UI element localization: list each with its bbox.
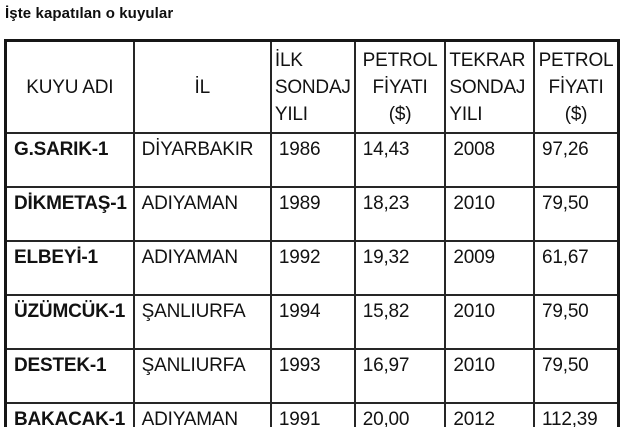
column-header-4: TEKRAR SONDAJ YILI <box>445 41 534 134</box>
data-cell: 19,32 <box>355 241 446 295</box>
data-cell: 16,97 <box>355 349 446 403</box>
table-row <box>6 187 619 241</box>
header-row <box>6 41 619 134</box>
data-cell: 2010 <box>445 295 534 349</box>
data-cell: 18,23 <box>355 187 446 241</box>
data-cell: 97,26 <box>534 133 619 187</box>
data-cell: 2010 <box>445 187 534 241</box>
data-cell: DİYARBAKIR <box>134 133 271 187</box>
well-name-cell: DESTEK-1 <box>6 349 134 403</box>
well-name-cell: ELBEYİ-1 <box>6 241 134 295</box>
table-row <box>6 295 619 349</box>
data-cell: 1993 <box>271 349 355 403</box>
data-cell: 1986 <box>271 133 355 187</box>
well-name-cell: G.SARIK-1 <box>6 133 134 187</box>
table-row <box>6 349 619 403</box>
well-name-cell: ÜZÜMCÜK-1 <box>6 295 134 349</box>
data-cell: 112,39 <box>534 403 619 427</box>
data-cell: 61,67 <box>534 241 619 295</box>
data-cell: 2012 <box>445 403 534 427</box>
data-cell: 2008 <box>445 133 534 187</box>
data-cell: 79,50 <box>534 295 619 349</box>
data-cell: 79,50 <box>534 349 619 403</box>
data-cell: 1994 <box>271 295 355 349</box>
data-cell: 79,50 <box>534 187 619 241</box>
data-cell: 1991 <box>271 403 355 427</box>
table-row <box>6 403 619 427</box>
column-header-3: PETROL FİYATI ($) <box>355 41 446 134</box>
data-cell: ŞANLIURFA <box>134 349 271 403</box>
data-cell: ŞANLIURFA <box>134 295 271 349</box>
data-cell: 1992 <box>271 241 355 295</box>
well-name-cell: BAKACAK-1 <box>6 403 134 427</box>
data-cell: 1989 <box>271 187 355 241</box>
table-row <box>6 133 619 187</box>
data-cell: 14,43 <box>355 133 446 187</box>
data-cell: ADIYAMAN <box>134 241 271 295</box>
column-header-1: İL <box>134 41 271 134</box>
data-cell: 2009 <box>445 241 534 295</box>
column-header-0: KUYU ADI <box>6 41 134 134</box>
data-cell: 20,00 <box>355 403 446 427</box>
page-title: İşte kapatılan o kuyular <box>5 5 174 22</box>
data-cell: 15,82 <box>355 295 446 349</box>
table-row <box>6 241 619 295</box>
data-cell: ADIYAMAN <box>134 403 271 427</box>
well-name-cell: DİKMETAŞ-1 <box>6 187 134 241</box>
data-cell: 2010 <box>445 349 534 403</box>
table-body <box>6 133 619 427</box>
wells-table <box>4 39 620 427</box>
data-cell: ADIYAMAN <box>134 187 271 241</box>
column-header-2: İLK SONDAJ YILI <box>271 41 355 134</box>
column-header-5: PETROL FİYATI ($) <box>534 41 619 134</box>
